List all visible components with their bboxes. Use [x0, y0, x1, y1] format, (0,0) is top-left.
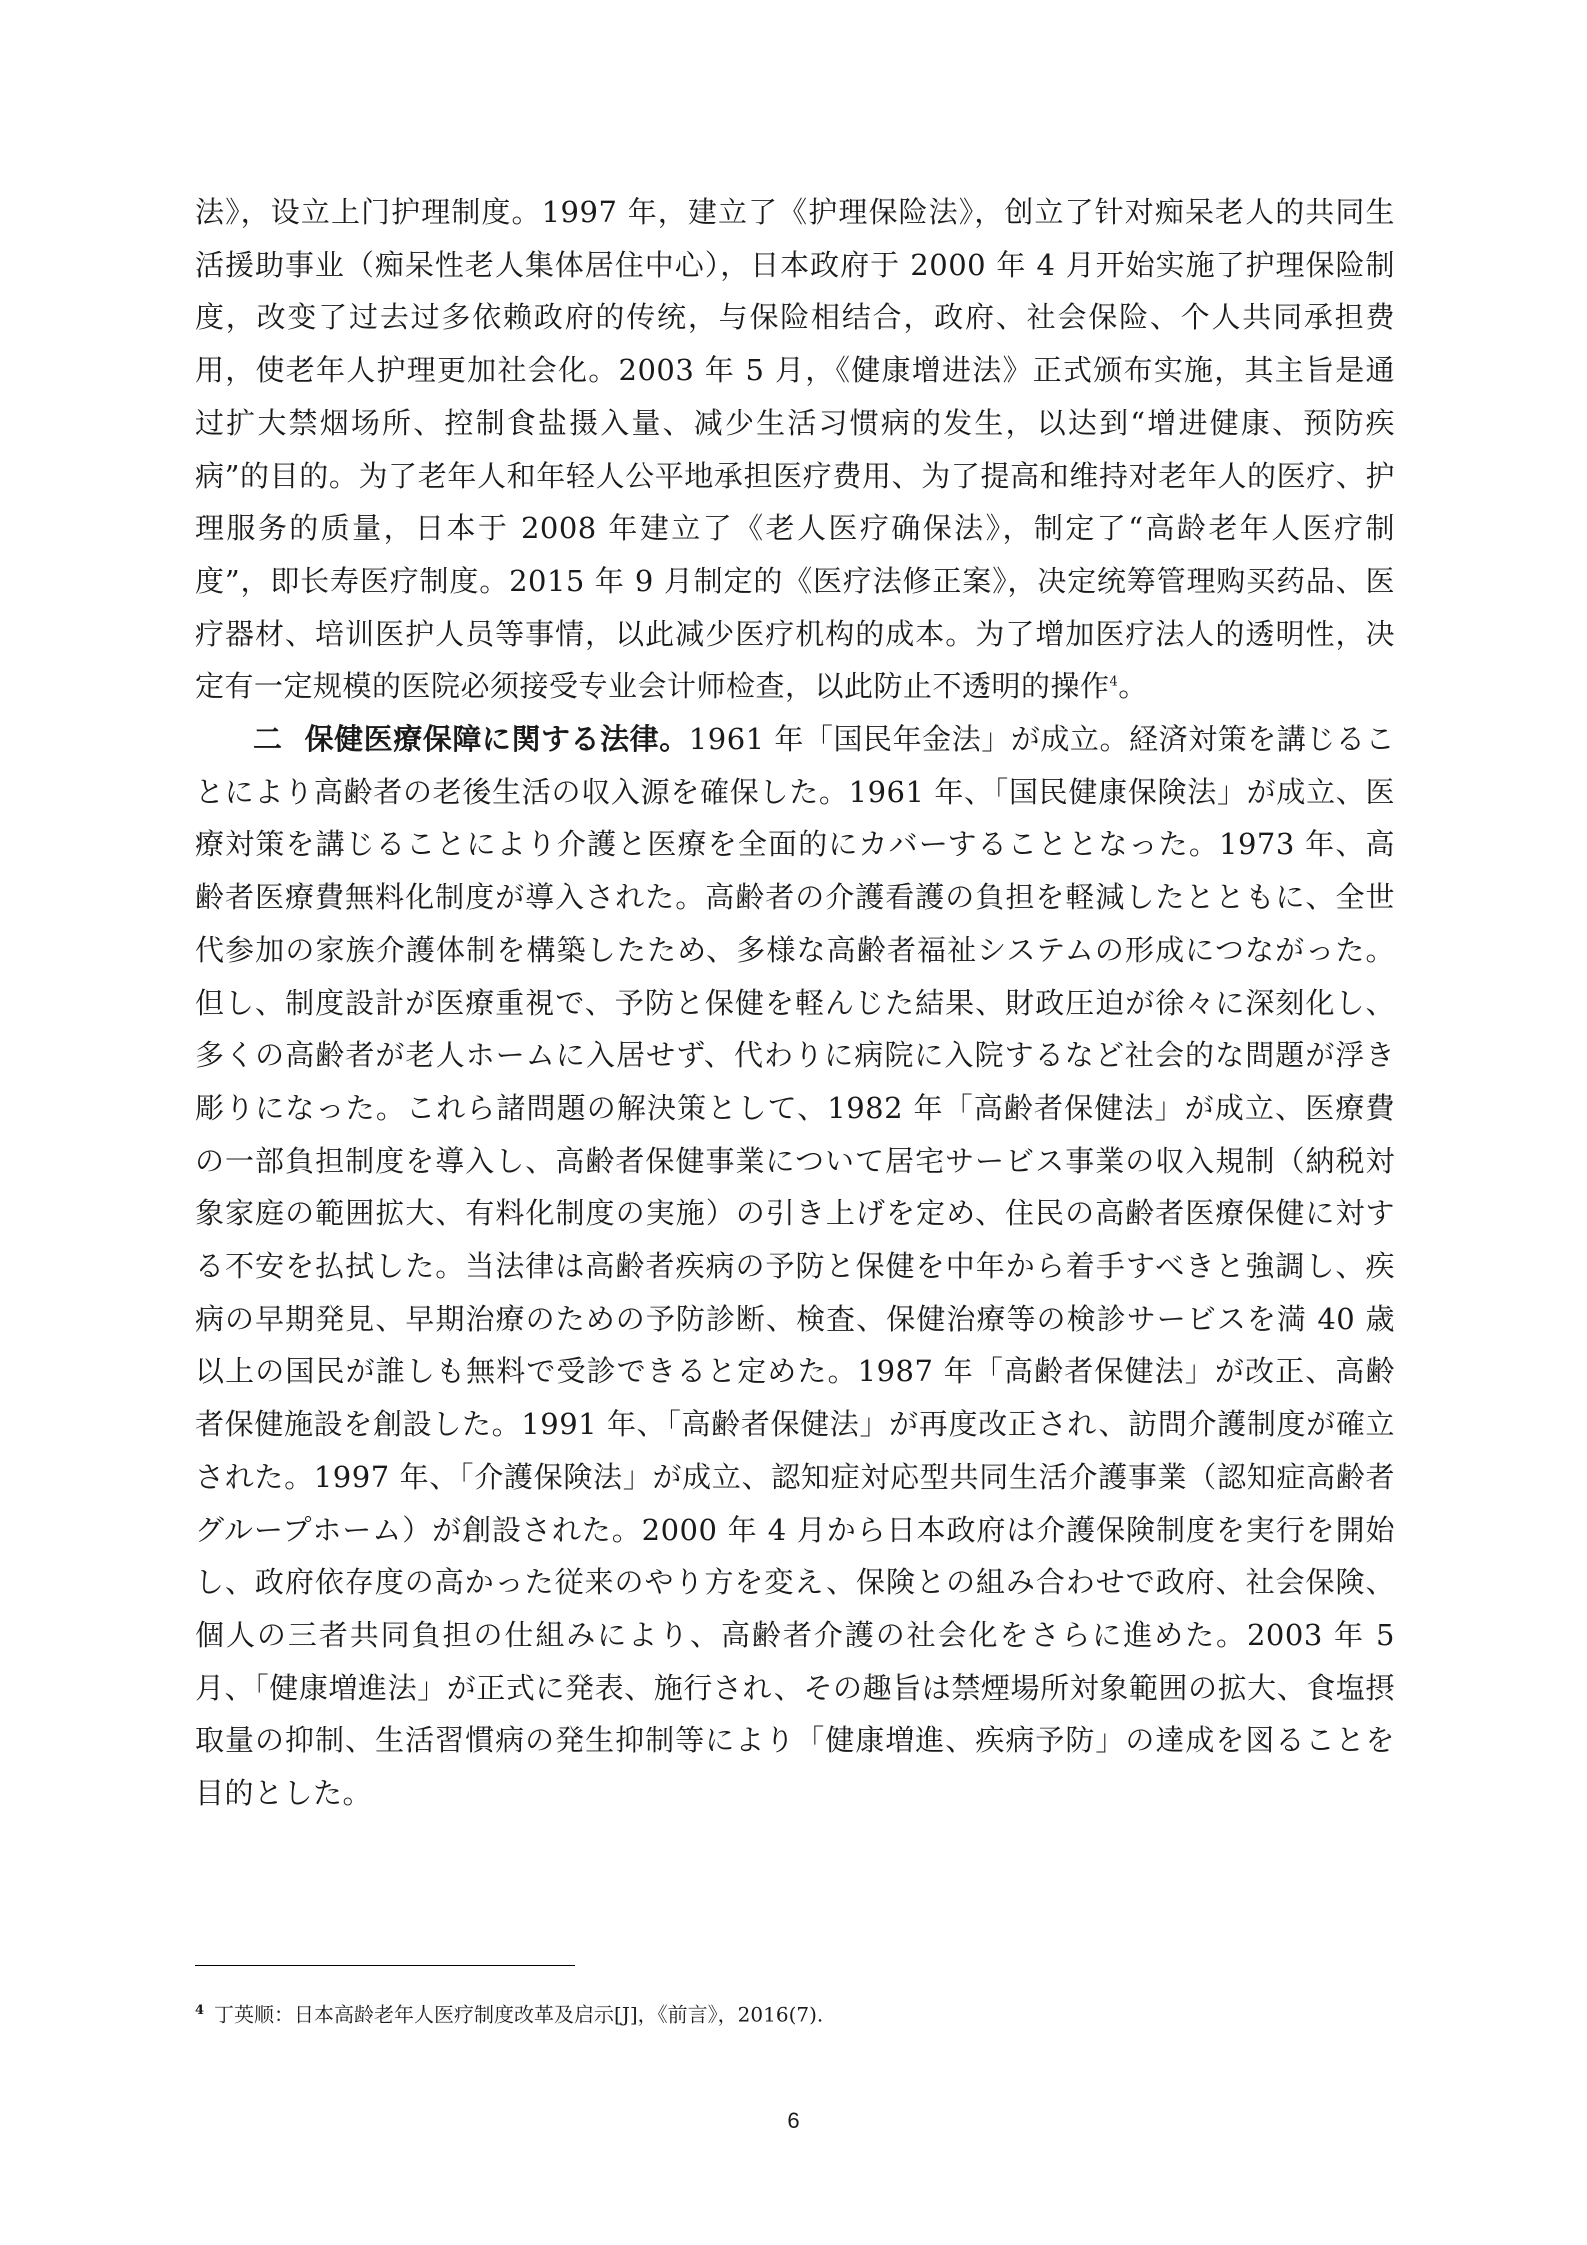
paragraph-1-text: 法》，设立上门护理制度。1997 年，建立了《护理保险法》，创立了针对痴呆老人的共同生活援助事业（痴呆性老人集体居住中心），日本政府于 2000 年 4 月开始实施了护理保险制度，改变了过去过多依赖政府的传统，与保险相结合，政府、社会保险、个人共同承担费用，使老年人护理更加社会化。2003 年 5 月，《健康增进法》正式颁布实施，其主旨是通过扩大禁烟场所、控制食盐摄入量、减少生活习惯病的发生，以达到“增进健康、预防疾病”的目的。为了老年人和年轻人公平地承担医疗费用、为了提高和维持对老年人的医疗、护理服务的质量，日本于 2008 年建立了《老人医疗确保法》，制定了“高龄老年人医疗制度”，即长寿医疗制度。2015 年 9 月制定的《医疗法修正案》，决定统筹管理购买药品、医疗器材、培训医护人员等事情，以此减少医疗机构的成本。为了增加医疗法人的透明性，决定有一定规模的医院必须接受专业会计师检查，以此防止不透明的操作: [195, 195, 1395, 704]
paragraph-2: [195, 713, 1395, 1820]
section-heading: 保健医療保障に関する法律。: [304, 722, 689, 757]
paragraph-1: [195, 186, 1395, 713]
footnote-text: 丁英顺：日本高龄老年人医疗制度改革及启示[J]，《前言》，2016(7).: [214, 2002, 824, 2027]
section-number: 二: [253, 722, 283, 757]
body-text: [195, 186, 1395, 1820]
paragraph-1-end: 。: [1118, 669, 1148, 704]
footnote-separator: [195, 1965, 575, 1966]
paragraph-2-text: 1961 年「国民年金法」が成立。経済対策を講じることにより高齢者の老後生活の収入源を確保した。1961 年、「国民健康保険法」が成立、医療対策を講じることにより介護と医療を全面的にカバーすることとなった。1973 年、高齢者医療費無料化制度が導入された。高齢者の介護看護の負担を軽減したとともに、全世代参加の家族介護体制を構築したため、多様な高齢者福祉システムの形成につながった。但し、制度設計が医療重視で、予防と保健を軽んじた結果、財政圧迫が徐々に深刻化し、多くの高齢者が老人ホームに入居せず、代わりに病院に入院するなど社会的な問題が浮き彫りになった。これら諸問題の解決策として、1982 年「高齢者保健法」が成立、医療費の一部負担制度を導入し、高齢者保健事業について居宅サービス事業の収入規制（納税対象家庭の範囲拡大、有料化制度の実施）の引き上げを定め、住民の高齢者医療保健に対する不安を払拭した。当法律は高齢者疾病の予防と保健を中年から着手すべきと強調し、疾病の早期発見、早期治療のための予防診断、検査、保健治療等の検診サービスを満 40 歳以上の国民が誰しも無料で受診できると定めた。1987 年「高齢者保健法」が改正、高齢者保健施設を創設した。1991 年、「高齢者保健法」が再度改正され、訪問介護制度が確立された。1997 年、「介護保険法」が成立、認知症対応型共同生活介護事業（認知症高齢者グループホーム）が創設された。2000 年 4 月から日本政府は介護保険制度を実行を開始し、政府依存度の高かった従来のやり方を変え、保険との組み合わせで政府、社会保険、個人の三者共同負担の仕組みにより、高齢者介護の社会化をさらに進めた。2003 年 5 月、「健康増進法」が正式に発表、施行され、その趣旨は禁煙場所対象範囲の拡大、食塩摂取量の抑制、生活習慣病の発生抑制等により「健康増進、疾病予防」の達成を図ることを目的とした。: [195, 722, 1395, 1811]
footnote-reference: 4: [1109, 674, 1119, 690]
page-number: 6: [787, 2108, 800, 2133]
footnote: [195, 1996, 1395, 2030]
footnote-marker: 4: [195, 2003, 205, 2018]
